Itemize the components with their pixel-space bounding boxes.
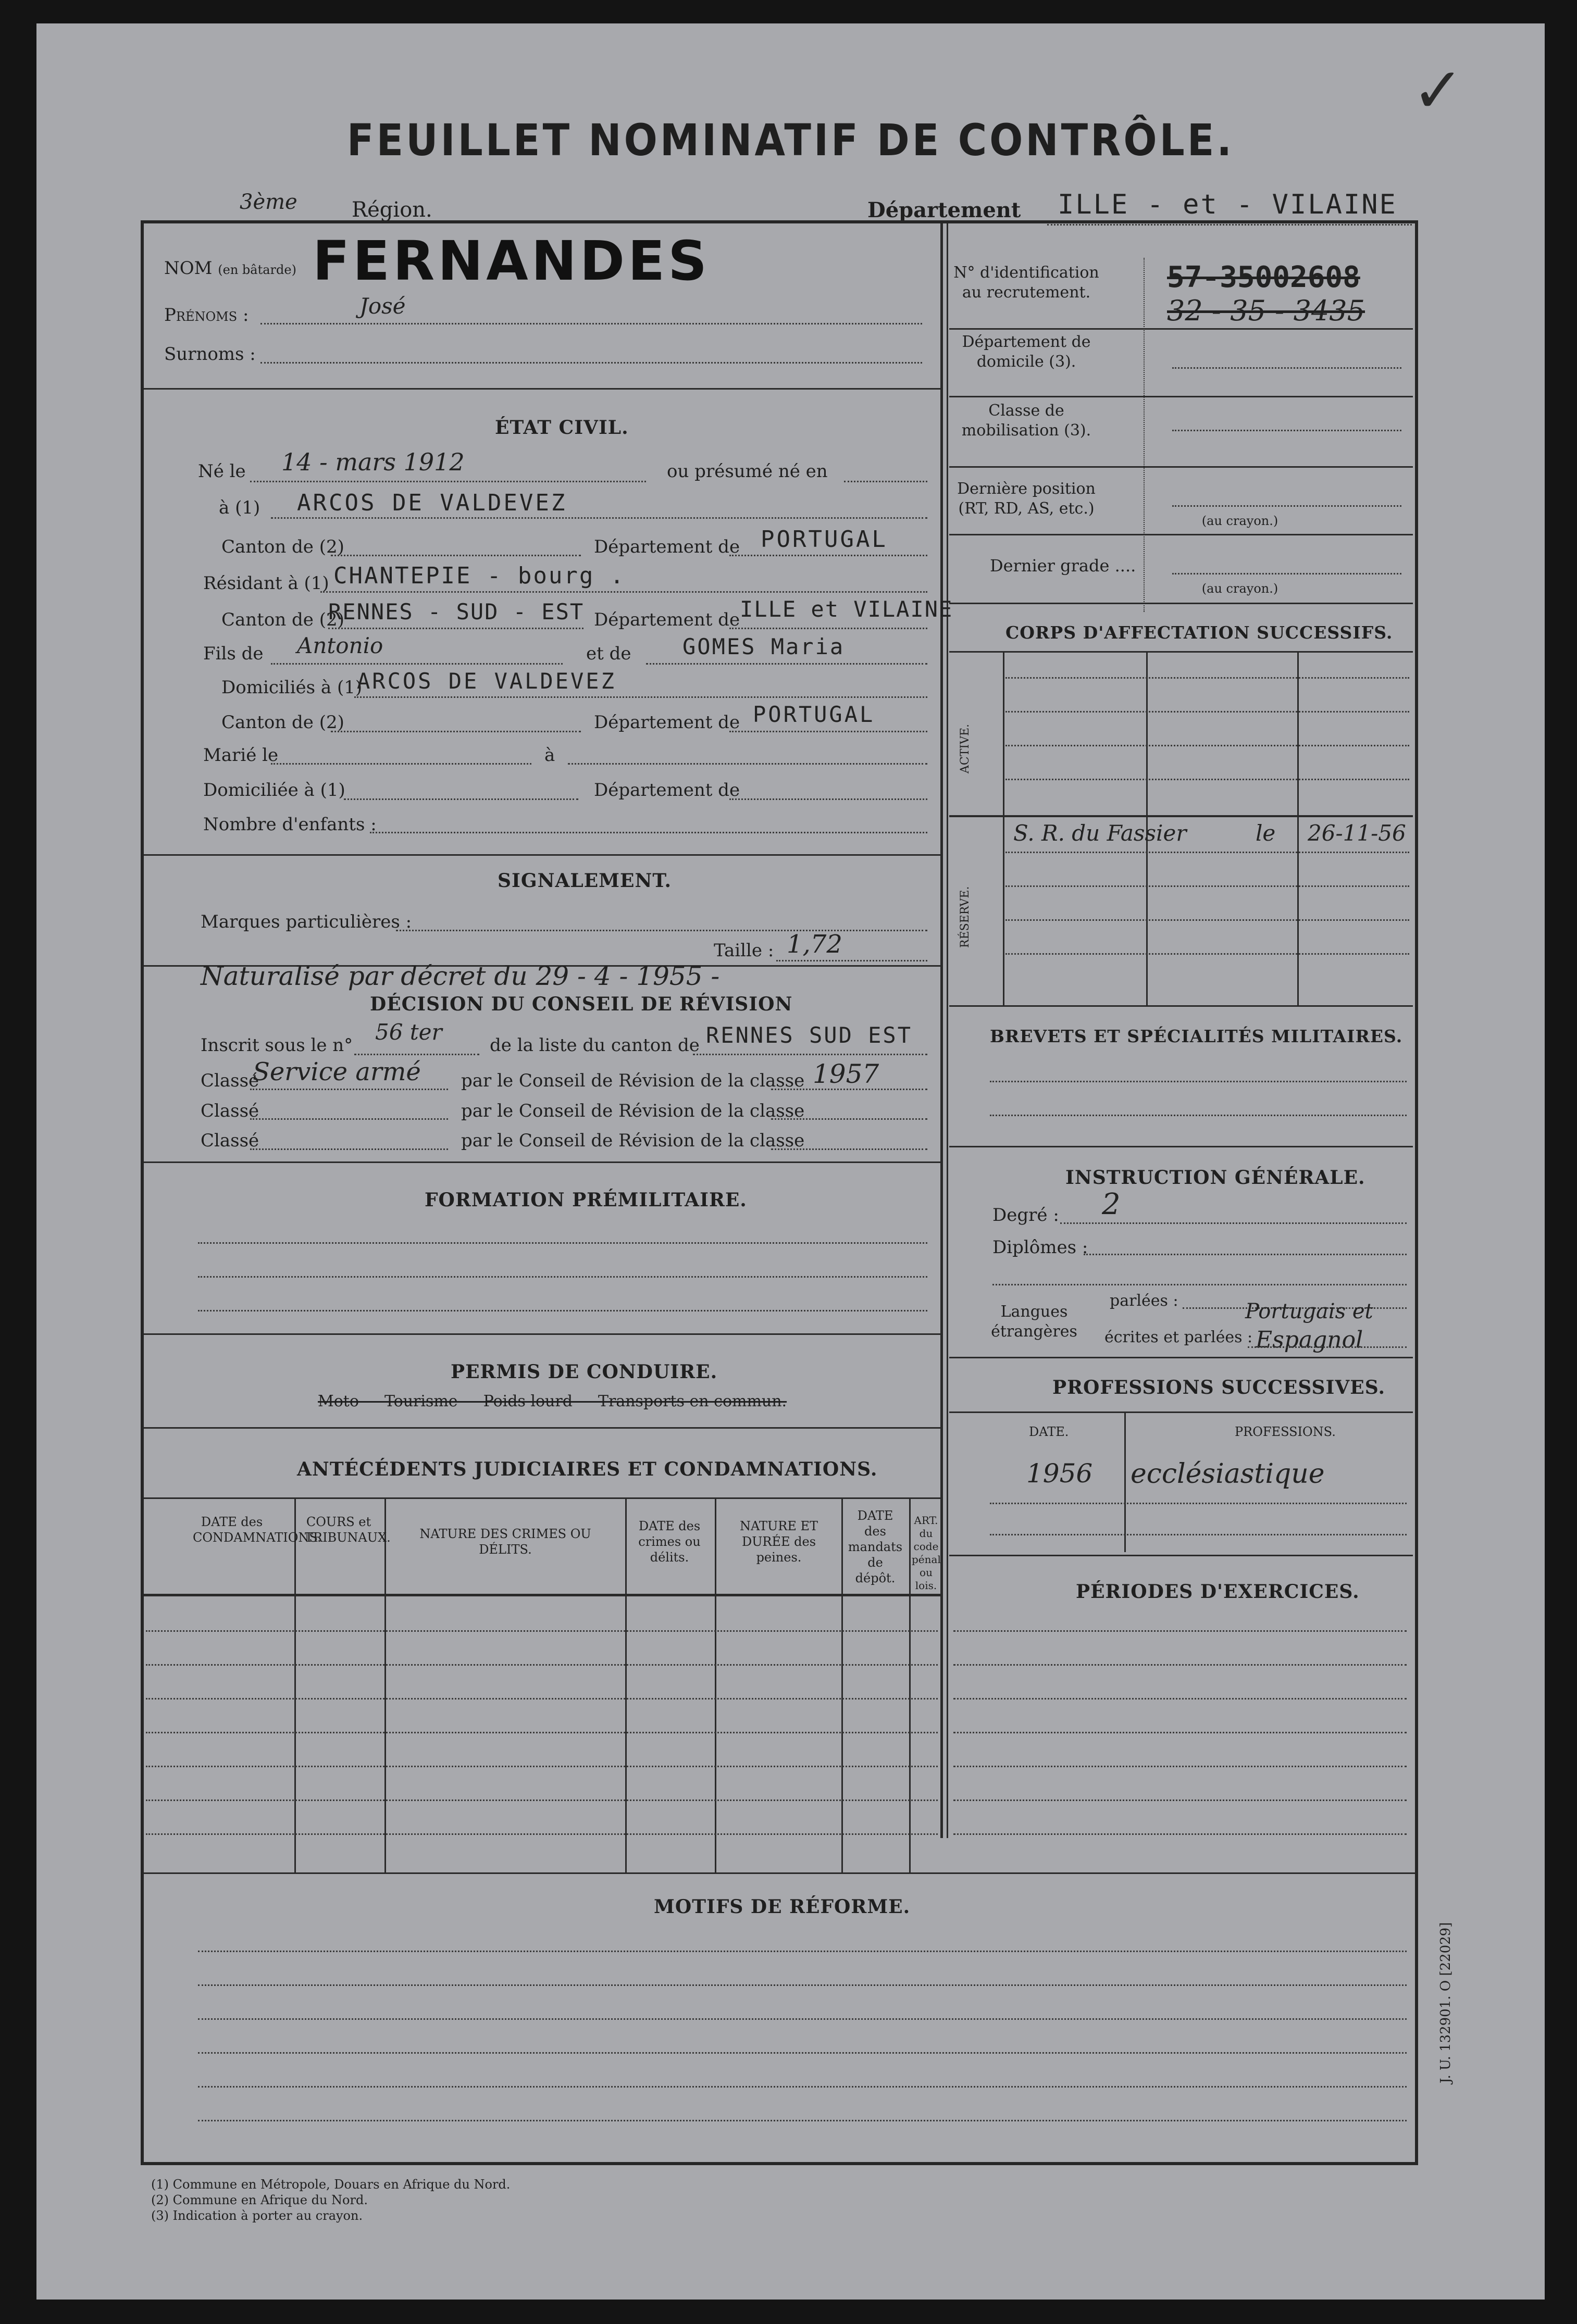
signalement-heading: SIGNALEMENT. bbox=[498, 870, 672, 892]
prof-col-label: PROFESSIONS. bbox=[1235, 1425, 1336, 1439]
form-sheet bbox=[36, 23, 1545, 2300]
col-date-condamnations: DATE des CONDAMNATIONS. bbox=[193, 1515, 321, 1545]
col-art-code: ART. du code pénal ou lois. bbox=[912, 1514, 941, 1592]
reserve-entry-2: le bbox=[1256, 820, 1276, 846]
par2-label: par le Conseil de Révision de la classe bbox=[461, 1101, 805, 1121]
position-label: Dernière position (RT, RD, AS, etc.) bbox=[957, 480, 1096, 518]
resident-label: Résidant à (1) bbox=[203, 573, 329, 594]
liste-label: de la liste du canton de bbox=[490, 1035, 700, 1056]
canton2-value: RENNES - SUD - EST bbox=[328, 599, 585, 624]
a-label: à (1) bbox=[219, 497, 260, 518]
form-title: FEUILLET NOMINATIF DE CONTRÔLE. bbox=[346, 115, 1235, 166]
antecedents-heading: ANTÉCÉDENTS JUDICIAIRES ET CONDAMNATIONS. bbox=[297, 1458, 878, 1480]
id-value-old: 57-35002608 bbox=[1167, 260, 1360, 294]
col-date-crimes: DATE des crimes ou délits. bbox=[638, 1519, 701, 1565]
taille-label: Taille : bbox=[714, 940, 774, 961]
dept2-label: Département de bbox=[594, 609, 740, 630]
region-label: Région. bbox=[352, 198, 432, 222]
ne-le-value: 14 - mars 1912 bbox=[281, 448, 465, 476]
domicilies-value: ARCOS DE VALDEVEZ bbox=[357, 668, 616, 694]
classe3-label: Classé bbox=[201, 1130, 259, 1151]
reserve-entry-3: 26-11-56 bbox=[1308, 820, 1406, 846]
prof-value: ecclésiastique bbox=[1131, 1458, 1325, 1490]
a-value: ARCOS DE VALDEVEZ bbox=[297, 490, 567, 516]
dept2-value: ILLE et VILAINE bbox=[740, 596, 953, 622]
id-label: N° d'identification au recrutement. bbox=[953, 264, 1099, 302]
taille-value: 1,72 bbox=[787, 930, 842, 959]
inscrit-value: 56 ter bbox=[375, 1019, 442, 1045]
canton-label: Canton de (2) bbox=[221, 536, 344, 557]
departement-label: Département bbox=[867, 198, 1021, 222]
etat-civil-heading: ÉTAT CIVIL. bbox=[495, 417, 629, 439]
prenoms-value: José bbox=[359, 293, 406, 319]
conseil-heading: DÉCISION DU CONSEIL DE RÉVISION bbox=[370, 993, 793, 1015]
classe-mob-label: Classe de mobilisation (3). bbox=[961, 402, 1091, 440]
classe2-label: Classé bbox=[201, 1101, 259, 1121]
canton3-label: Canton de (2) bbox=[221, 712, 344, 733]
professions-heading: PROFESSIONS SUCCESSIVES. bbox=[1052, 1377, 1385, 1398]
departement-value: ILLE - et - VILAINE bbox=[1058, 189, 1397, 220]
grade-crayon: (au crayon.) bbox=[1201, 581, 1278, 596]
marques-label: Marques particulières : bbox=[201, 911, 412, 932]
par1-label: par le Conseil de Révision de la classe bbox=[461, 1070, 805, 1091]
canton2-label: Canton de (2) bbox=[221, 609, 344, 630]
ne-le-label: Né le bbox=[198, 461, 246, 482]
langues-value-2: Espagnol bbox=[1256, 1327, 1363, 1353]
dept-value: PORTUGAL bbox=[761, 526, 888, 553]
permis-heading: PERMIS DE CONDUIRE. bbox=[451, 1361, 718, 1383]
check-mark: ✓ bbox=[1412, 55, 1464, 127]
dept4-label: Département de bbox=[594, 780, 740, 801]
presume-label: ou présumé né en bbox=[667, 461, 828, 482]
classe1-year: 1957 bbox=[813, 1059, 879, 1089]
degre-label: Degré : bbox=[992, 1205, 1059, 1226]
reserve-entry-1: S. R. du Fassier bbox=[1013, 820, 1187, 846]
fils-label: Fils de bbox=[203, 643, 264, 664]
dept3-value: PORTUGAL bbox=[753, 702, 875, 727]
et-de-value: GOMES Maria bbox=[682, 634, 845, 659]
prof-date: 1956 bbox=[1026, 1458, 1093, 1489]
grade-label: Dernier grade .... bbox=[990, 556, 1136, 576]
id-value-new: 32 - 35 - 3435 bbox=[1167, 294, 1365, 327]
brevets-heading: BREVETS ET SPÉCIALITÉS MILITAIRES. bbox=[990, 1026, 1403, 1046]
degre-value: 2 bbox=[1102, 1188, 1121, 1221]
par3-label: par le Conseil de Révision de la classe bbox=[461, 1130, 805, 1151]
parlees-label: parlées : bbox=[1110, 1292, 1178, 1310]
reserve-label: RÉSERVE. bbox=[959, 886, 972, 948]
resident-value: CHANTEPIE - bourg . bbox=[333, 563, 626, 589]
liste-value: RENNES SUD EST bbox=[706, 1022, 913, 1048]
diplomes-label: Diplômes : bbox=[992, 1237, 1088, 1258]
dept-label: Département de bbox=[594, 536, 740, 557]
col-cours: COURS et TRIBUNAUX. bbox=[305, 1515, 391, 1545]
nom-label: NOM (en bâtarde) bbox=[164, 258, 296, 279]
permis-options: Moto — Tourisme — Poids lourd — Transports en commun. bbox=[318, 1392, 787, 1410]
classe1-value: Service armé bbox=[253, 1057, 421, 1086]
date-col-label: DATE. bbox=[1029, 1425, 1069, 1439]
enfants-label: Nombre d'enfants : bbox=[203, 814, 377, 835]
naturalisation-note: Naturalisé par décret du 29 - 4 - 1955 - bbox=[201, 961, 720, 991]
surnoms-label: Surnoms : bbox=[164, 344, 256, 365]
col-nature-peines: NATURE ET DURÉE des peines. bbox=[740, 1519, 818, 1565]
marie-label: Marié le bbox=[203, 745, 279, 766]
dept3-label: Département de bbox=[594, 712, 740, 733]
instruction-heading: INSTRUCTION GÉNÉRALE. bbox=[1065, 1167, 1365, 1189]
prenoms-label: Prénoms : bbox=[164, 305, 249, 326]
et-de-label: et de bbox=[586, 643, 631, 664]
langues-value-1: Portugais et bbox=[1245, 1300, 1373, 1323]
classe1-label: Classé bbox=[201, 1070, 259, 1091]
marie-a-label: à bbox=[544, 745, 555, 766]
formation-heading: FORMATION PRÉMILITAIRE. bbox=[425, 1189, 747, 1211]
position-crayon: (au crayon.) bbox=[1201, 514, 1278, 528]
col-date-mandats: DATE des mandats de dépôt. bbox=[848, 1508, 903, 1585]
footnote-2: (2) Commune en Afrique du Nord. bbox=[151, 2193, 368, 2207]
active-label: ACTIVE. bbox=[959, 723, 972, 773]
footnote-1: (1) Commune en Métropole, Douars en Afrique du Nord. bbox=[151, 2177, 511, 2192]
langues-label: Langues étrangères bbox=[991, 1303, 1077, 1341]
motifs-heading: MOTIFS DE RÉFORME. bbox=[654, 1896, 911, 1918]
col-nature-crimes: NATURE DES CRIMES OU DÉLITS. bbox=[419, 1527, 591, 1557]
side-code: J. U. 132901. O [22029] bbox=[1438, 1922, 1454, 2083]
periodes-heading: PÉRIODES D'EXERCICES. bbox=[1076, 1581, 1360, 1603]
fils-value: Antonio bbox=[297, 633, 383, 658]
region-value: 3ème bbox=[240, 190, 297, 214]
domicilies-label: Domiciliés à (1) bbox=[221, 677, 363, 698]
ecrites-label: écrites et parlées : bbox=[1104, 1328, 1253, 1346]
corps-heading: CORPS D'AFFECTATION SUCCESSIFS. bbox=[1005, 622, 1393, 643]
inscrit-label: Inscrit sous le n° bbox=[201, 1035, 353, 1056]
domicile-label: Département de domicile (3). bbox=[962, 333, 1091, 371]
domiciliee-label: Domiciliée à (1) bbox=[203, 780, 345, 801]
nom-value: FERNANDES bbox=[313, 229, 711, 293]
footnote-3: (3) Indication à porter au crayon. bbox=[151, 2208, 363, 2223]
